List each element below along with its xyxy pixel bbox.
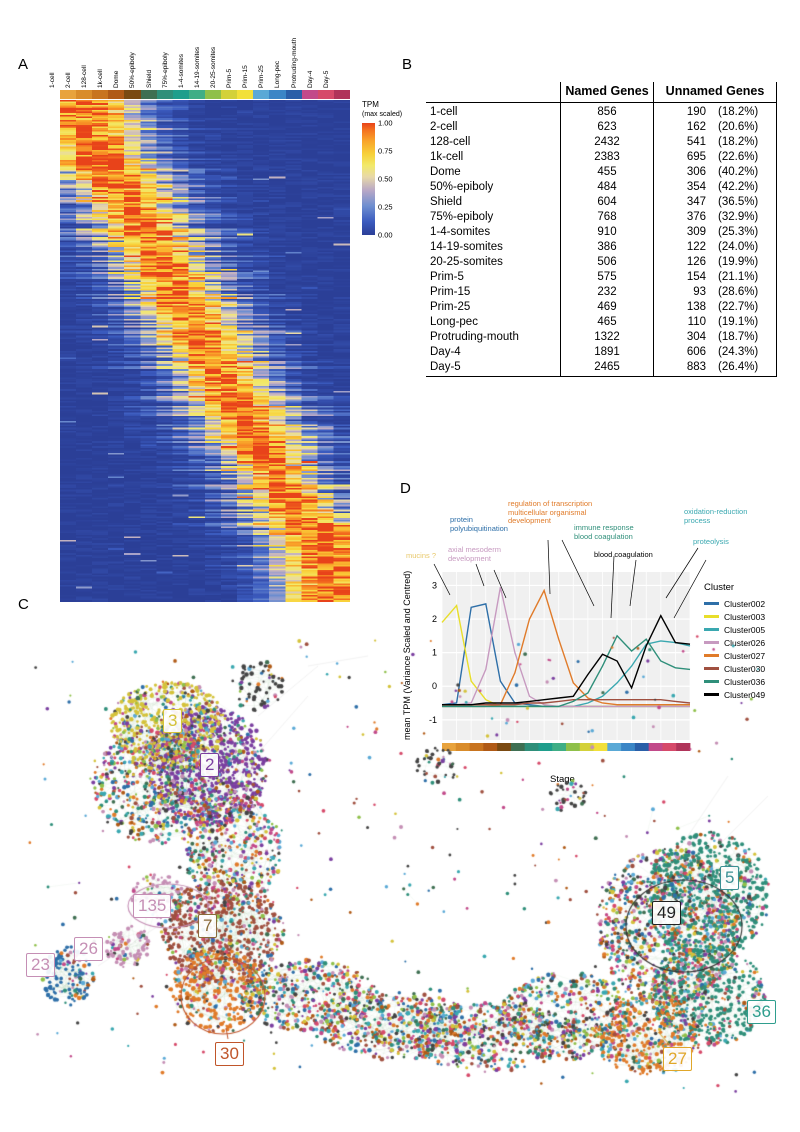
cell-named-genes: 1891: [561, 344, 654, 359]
table-row: [426, 254, 777, 269]
panel-d-letter: D: [400, 480, 411, 497]
heatmap-stage-label: 128-cell: [81, 65, 89, 88]
cell-named-genes: 604: [561, 194, 654, 209]
cell-unnamed-genes: 122: [686, 240, 706, 253]
cell-named-genes: 465: [561, 314, 654, 329]
cell-stage: 20-25-somites: [430, 255, 503, 268]
header-unnamed-genes: Unnamed Genes: [654, 82, 777, 102]
chart-annotation-label: proteolysis: [693, 537, 729, 546]
heatmap-stage-swatch: [269, 90, 285, 99]
heatmap-stage-label: 20-25-somites: [210, 46, 217, 88]
heatmap-legend: [362, 100, 408, 240]
cell-stage: 75%-epiboly: [430, 210, 494, 223]
table-row: [426, 344, 777, 359]
heatmap-legend-tick-5: 0.00: [378, 230, 393, 240]
heatmap-stage-swatch: [173, 90, 189, 99]
heatmap-stage-label: 1k-cell: [97, 69, 105, 88]
chart-y-tick-label: 3: [431, 580, 437, 591]
cell-stage: 50%-epiboly: [430, 180, 494, 193]
cell-stage: Protruding-mouth: [430, 330, 519, 343]
heatmap-stage-label: 50%-epiboly: [129, 52, 137, 88]
heatmap-stage-label: 2-cell: [65, 72, 72, 88]
heatmap-stage-label: Day-5: [322, 70, 330, 88]
cluster-label: 3: [163, 709, 182, 733]
cell-stage: Dome: [430, 165, 461, 178]
cluster-label: 2: [200, 753, 219, 777]
heatmap-stage-swatch: [221, 90, 237, 99]
cell-unnamed-genes: 162: [686, 120, 706, 133]
cell-stage: 1-4-somites: [430, 225, 491, 238]
chart-annotation-label: protein polyubiquitination: [450, 515, 508, 533]
cell-unnamed-percent: (25.3%): [710, 224, 777, 239]
cell-unnamed-percent: (19.9%): [710, 254, 777, 269]
header-stage: [426, 82, 561, 102]
cell-unnamed-percent: (24.0%): [710, 239, 777, 254]
cell-named-genes: 386: [561, 239, 654, 254]
cell-stage: Prim-25: [430, 300, 471, 313]
cell-named-genes: 623: [561, 119, 654, 134]
chart-annotation-label: immune response blood coagulation: [574, 523, 634, 541]
cell-stage: Prim-5: [430, 270, 464, 283]
cell-unnamed-genes: 154: [686, 270, 706, 283]
table-row: [426, 284, 777, 299]
cell-unnamed-percent: (21.1%): [710, 269, 777, 284]
cell-named-genes: 455: [561, 164, 654, 179]
cell-unnamed-percent: (28.6%): [710, 284, 777, 299]
cell-stage: 2-cell: [430, 120, 458, 133]
table-row: [426, 209, 777, 224]
panel-a-letter: A: [18, 56, 29, 73]
cell-named-genes: 768: [561, 209, 654, 224]
heatmap-stage-colorbar: [60, 90, 350, 99]
cluster-label: 5: [720, 866, 739, 890]
panel-a: [18, 37, 408, 608]
table-header-row: [426, 82, 777, 102]
cell-unnamed-percent: (18.2%): [710, 102, 777, 119]
table-row: [426, 329, 777, 344]
heatmap-legend-tick-2: 0.75: [378, 146, 393, 156]
heatmap-image: [60, 100, 350, 602]
table-row: [426, 239, 777, 254]
heatmap-stage-swatch: [334, 90, 350, 99]
cell-unnamed-percent: (20.6%): [710, 119, 777, 134]
chart-annotation-label: oxidation-reduction process: [684, 507, 748, 525]
cell-unnamed-percent: (18.2%): [710, 134, 777, 149]
heatmap-stage-swatch: [157, 90, 173, 99]
cell-unnamed-genes: 309: [686, 225, 706, 238]
heatmap-stage-label: Dome: [113, 70, 121, 88]
cell-unnamed-percent: (40.2%): [710, 164, 777, 179]
cell-unnamed-percent: (24.3%): [710, 344, 777, 359]
heatmap-stage-swatch: [60, 90, 76, 99]
cell-named-genes: 910: [561, 224, 654, 239]
cell-unnamed-genes: 190: [686, 105, 706, 118]
heatmap-stage-swatch: [108, 90, 124, 99]
heatmap-stage-swatch: [124, 90, 140, 99]
cell-unnamed-genes: 126: [686, 255, 706, 268]
heatmap-stage-label: 1-4-somites: [177, 54, 185, 88]
table-row: [426, 102, 777, 119]
table-row: [426, 314, 777, 329]
heatmap-stage-labels: [48, 37, 350, 88]
cell-named-genes: 2432: [561, 134, 654, 149]
cell-stage: 1-cell: [430, 105, 458, 118]
cell-unnamed-genes: 883: [654, 359, 711, 376]
heatmap-stage-swatch: [286, 90, 302, 99]
table-row: [426, 149, 777, 164]
cell-unnamed-genes: 347: [686, 195, 706, 208]
heatmap-legend-tick-3: 0.50: [378, 174, 393, 184]
table-row: [426, 269, 777, 284]
table-row: [426, 119, 777, 134]
cell-stage: Long-pec: [430, 315, 478, 328]
heatmap-stage-label: 75%-epiboly: [161, 52, 169, 88]
cell-stage: 14-19-somites: [430, 240, 503, 253]
heatmap-legend-title: [362, 100, 408, 119]
cluster-label: 7: [198, 914, 217, 938]
chart-annotation-label: axial mesoderm development: [448, 545, 501, 563]
cluster-label: 135: [133, 894, 171, 918]
chart-annotation-label: blood coagulation: [594, 550, 653, 559]
cell-unnamed-genes: 606: [686, 345, 706, 358]
heatmap-stage-swatch: [76, 90, 92, 99]
cell-stage: Shield: [430, 195, 462, 208]
cluster-label: 27: [663, 1047, 692, 1071]
cluster-label: 30: [215, 1042, 244, 1066]
cell-unnamed-percent: (42.2%): [710, 179, 777, 194]
table-row: [426, 134, 777, 149]
cell-unnamed-genes: 138: [686, 300, 706, 313]
heatmap-stage-swatch: [237, 90, 253, 99]
heatmap-stage-swatch: [253, 90, 269, 99]
cell-unnamed-genes: 110: [687, 315, 706, 328]
table-row: [426, 164, 777, 179]
header-named-genes: Named Genes: [561, 82, 654, 102]
cell-unnamed-percent: (32.9%): [710, 209, 777, 224]
table-row: [426, 359, 777, 376]
cluster-label: 26: [74, 937, 103, 961]
heatmap-stage-swatch: [189, 90, 205, 99]
table-row: [426, 179, 777, 194]
cell-stage: Day-5: [426, 359, 561, 376]
cell-unnamed-percent: (22.6%): [710, 149, 777, 164]
heatmap-legend-tick-1: 1.00: [378, 118, 393, 128]
table-row: [426, 194, 777, 209]
cell-stage: Prim-15: [430, 285, 471, 298]
heatmap-stage-label: Long-pec: [274, 60, 282, 88]
table-row: [426, 299, 777, 314]
heatmap-stage-swatch: [205, 90, 221, 99]
cell-unnamed-percent: (36.5%): [710, 194, 777, 209]
cell-named-genes: 484: [561, 179, 654, 194]
cell-unnamed-genes: 354: [686, 180, 706, 193]
cell-named-genes: 2465: [561, 359, 654, 376]
heatmap-stage-swatch: [92, 90, 108, 99]
heatmap-stage-label: Shield: [145, 69, 153, 88]
cell-named-genes: 575: [561, 269, 654, 284]
cell-stage: Day-4: [430, 345, 461, 358]
heatmap-stage-label: Prim-5: [226, 68, 234, 88]
cell-named-genes: 1322: [561, 329, 654, 344]
heatmap-stage-label: 14-19-somites: [193, 46, 201, 88]
heatmap-stage-label: Prim-15: [242, 65, 250, 88]
cell-unnamed-genes: 541: [686, 135, 706, 148]
heatmap-legend-scale: [362, 118, 406, 240]
cluster-label: 49: [652, 901, 681, 925]
panel-c: [8, 596, 798, 1132]
heatmap-stage-label: Prim-25: [258, 65, 266, 88]
cluster-label: 36: [747, 1000, 776, 1024]
gene-counts-table: [426, 82, 777, 377]
cell-named-genes: 856: [561, 102, 654, 119]
cell-unnamed-genes: 304: [686, 330, 706, 343]
cell-named-genes: 469: [561, 299, 654, 314]
heatmap-stage-swatch: [141, 90, 157, 99]
cell-named-genes: 2383: [561, 149, 654, 164]
cell-stage: 128-cell: [430, 135, 471, 148]
cell-unnamed-genes: 306: [686, 165, 706, 178]
cell-unnamed-percent: (26.4%): [710, 359, 777, 376]
cell-unnamed-genes: 695: [686, 150, 706, 163]
cell-unnamed-percent: (19.1%): [710, 314, 777, 329]
chart-annotation-label: regulation of transcription multicellular organismal development: [508, 499, 593, 525]
cell-unnamed-genes: 376: [686, 210, 706, 223]
chart-legend-title: Cluster: [704, 582, 735, 593]
table-row: [426, 224, 777, 239]
cell-unnamed-genes: 93: [693, 285, 706, 298]
heatmap-stage-swatch: [318, 90, 334, 99]
heatmap-stage-label: Protruding-mouth: [290, 37, 298, 88]
panel-b-letter: B: [402, 56, 413, 73]
chart-annotation-label: mucins ?: [406, 551, 437, 560]
cluster-label: 23: [26, 953, 55, 977]
heatmap-legend-tick-4: 0.25: [378, 202, 393, 212]
cell-unnamed-percent: (18.7%): [710, 329, 777, 344]
cell-unnamed-percent: (22.7%): [710, 299, 777, 314]
cell-stage: 1k-cell: [430, 150, 464, 163]
heatmap-legend-gradient: [362, 123, 375, 235]
cell-named-genes: 232: [561, 284, 654, 299]
heatmap-legend-title-text: TPM: [362, 100, 379, 109]
heatmap-stage-label: Day-4: [306, 70, 314, 88]
cell-named-genes: 506: [561, 254, 654, 269]
heatmap-stage-label: 1-cell: [48, 72, 56, 88]
heatmap-stage-swatch: [302, 90, 318, 99]
heatmap-legend-subtitle: (max scaled): [362, 111, 403, 118]
